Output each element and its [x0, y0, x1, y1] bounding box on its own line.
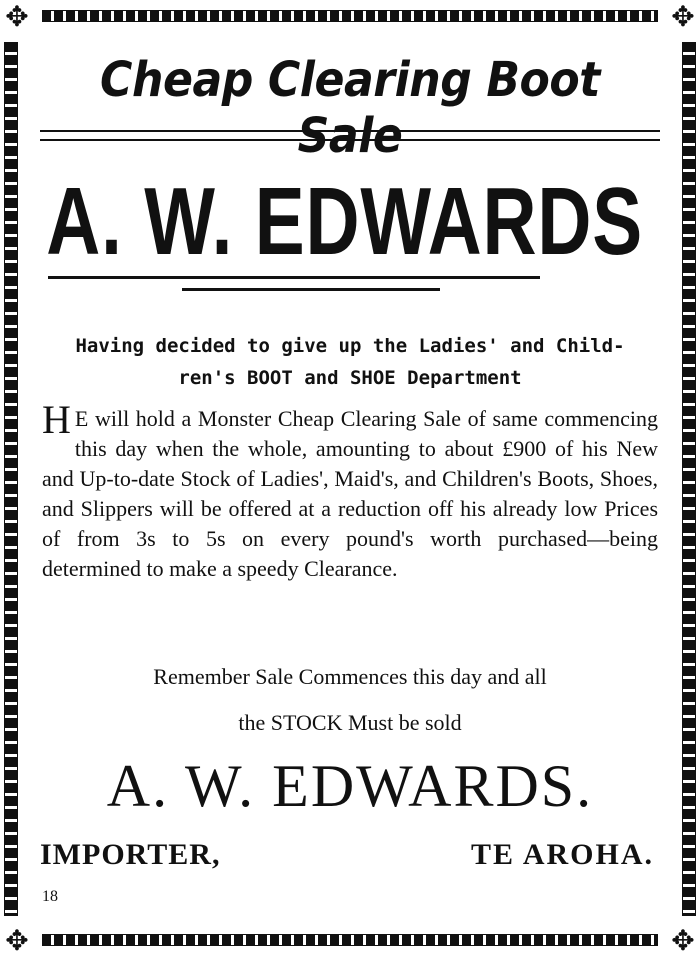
ornamental-border-top: [42, 10, 658, 22]
ornamental-border-left: [4, 42, 18, 916]
rule-divider: [48, 276, 540, 279]
merchant-name-heading: A. W. EDWARDS: [46, 168, 643, 275]
reminder-notice: [40, 654, 660, 746]
drop-cap: H: [42, 397, 71, 442]
ornamental-border-right: [682, 42, 696, 916]
fleuron-corner-icon: ✥: [671, 924, 695, 957]
signature-name: A. W. EDWARDS.: [106, 753, 594, 819]
rule-divider-short: [182, 288, 440, 291]
banner-heading: Cheap Clearing Boot Sale: [100, 52, 600, 164]
fleuron-corner-icon: ✥: [5, 924, 29, 957]
reminder-line: the STOCK Must be sold: [238, 710, 462, 735]
intro-line: ren's BOOT and SHOE Department: [178, 367, 522, 389]
place-label: TE AROHA.: [470, 838, 654, 871]
intro-line: Having decided to give up the Ladies' and Child-: [75, 335, 625, 357]
double-rule-divider: [40, 130, 660, 141]
fleuron-corner-icon: ✥: [5, 0, 29, 33]
body-remaining-text: commencing this day when the whole, amounting to about £900 of his New and Up-to-date Stock of Ladies', Maid's, and Children's Boots, Shoes, and Slippers will be offered at a reduction off his already low Prices of from 3s to 5s on every pound's worth purchased—being determined to make a speedy Clearance.: [42, 406, 658, 581]
body-first-line: E will hold a Monster Cheap Clearing Sale of same: [74, 406, 538, 431]
advertisement: [40, 40, 660, 918]
importer-label: IMPORTER,: [40, 838, 221, 871]
reference-number: 18: [42, 888, 58, 905]
body-paragraph: [42, 397, 658, 584]
reminder-line: Remember Sale Commences this day and all: [153, 664, 547, 689]
ornamental-border-bottom: [42, 934, 658, 946]
fleuron-corner-icon: ✥: [671, 0, 695, 33]
intro-paragraph: [40, 330, 660, 394]
